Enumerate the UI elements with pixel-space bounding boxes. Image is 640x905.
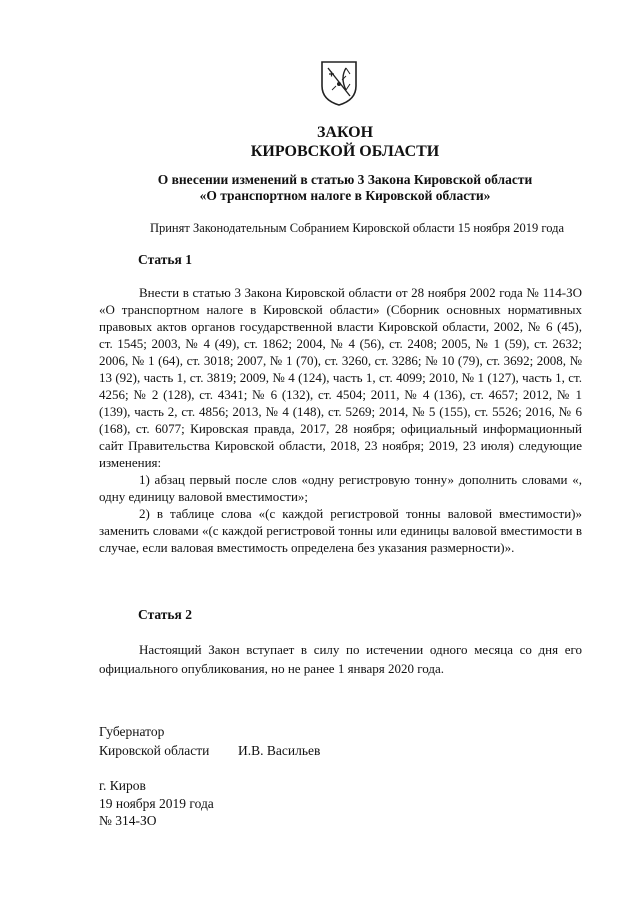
- signatory-position: Губернатор: [99, 724, 165, 739]
- signatory-name: И.В. Васильев: [238, 743, 321, 758]
- article-1-intro: Внести в статью 3 Закона Кировской области от 28 ноября 2002 года № 114-ЗО «О транспортном налоге в Кировской области» (Сборник основных нормативных правовых актов органов государственной власти Кировской области, 2002, № 6 (45), ст. 1545; 2003, № 4 (49), ст. 1862; 2004, № 4 (56), ст. 2408; 2005, № 1 (59), ст. 2632; 2006, № 1 (64), ст. 3018; 2007, № 1 (70), ст. 3260, ст. 3286; № 10 (79), ст. 3692; 2008, № 13 (92), часть 1, ст. 3819; 2009, № 4 (124), часть 1, ст. 4099; 2010, № 1 (127), часть 1, ст. 4256; № 2 (128), ст. 4341; № 6 (132), ст. 4504; 2011, № 4 (136), ст. 4657; 2012, № 1 (139), часть 2, ст. 4856; 2013, № 4 (148), ст. 5269; 2014, № 5 (155), ст. 5526; 2016, № 6 (168), ст. 6077; Кировская правда, 2017, 28 ноября; официальный информационный сайт Правительства Кировской области, 2018, 23 ноября; 2019, 23 июля) следующие изменения:: [99, 285, 582, 470]
- signing-date: 19 ноября 2019 года: [99, 796, 214, 811]
- law-number: № 314-ЗО: [99, 813, 157, 828]
- signatory-region: Кировской области: [99, 743, 210, 758]
- article-1-item-1: 1) абзац первый после слов «одну регистровую тонну» дополнить словами «, одну единицу валовой вместимости»;: [99, 472, 582, 504]
- law-region-title: КИРОВСКОЙ ОБЛАСТИ: [250, 143, 440, 160]
- article-2-body: [99, 640, 582, 678]
- kirov-coat-of-arms-icon: [320, 60, 358, 106]
- article-1-heading: Статья 1: [138, 252, 192, 267]
- article-2-heading: Статья 2: [138, 607, 192, 622]
- article-2-text: Настоящий Закон вступает в силу по истечении одного месяца со дня его официального опубликования, но не ранее 1 января 2020 года.: [99, 642, 582, 676]
- law-title: ЗАКОН: [316, 124, 374, 141]
- law-subtitle-line2: «О транспортном налоге в Кировской области»: [199, 188, 491, 203]
- signing-city: г. Киров: [99, 778, 146, 793]
- law-subtitle-line1: О внесении изменений в статью 3 Закона Кировской области: [157, 172, 533, 187]
- adoption-note: Принят Законодательным Собранием Кировской области 15 ноября 2019 года: [149, 221, 565, 235]
- article-1-body: [99, 284, 582, 556]
- article-1-item-2: 2) в таблице слова «(с каждой регистровой тонны валовой вместимости)» заменить словами «(с каждой регистровой тонны или единицы валовой вместимости в случае, если валовая вместимость определена без указания размерности)».: [99, 506, 582, 555]
